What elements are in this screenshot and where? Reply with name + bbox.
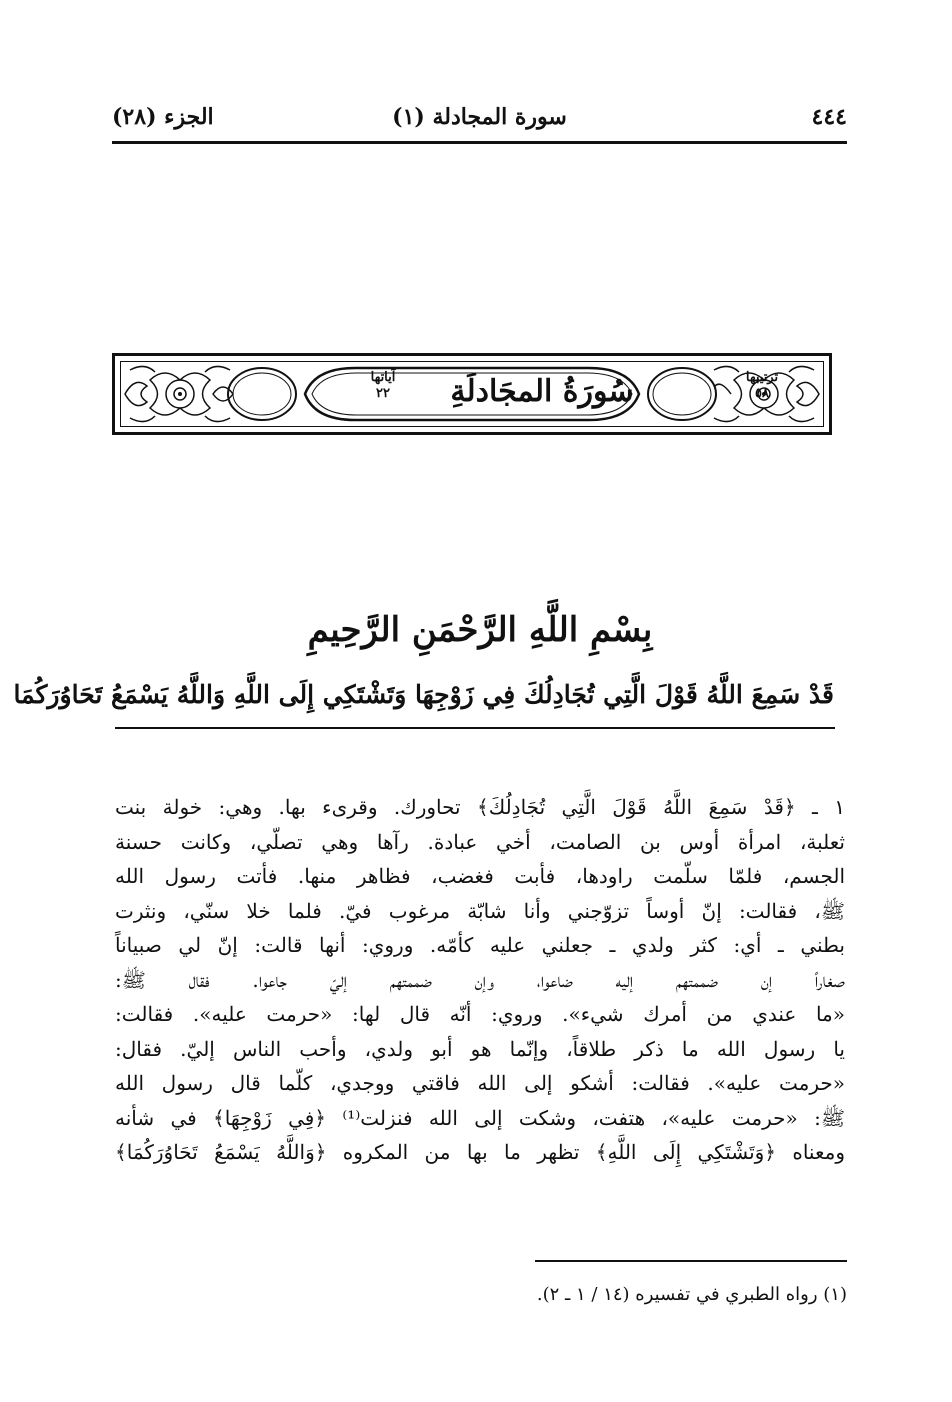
verses-label: آياتها bbox=[370, 370, 396, 385]
medallion-left bbox=[228, 368, 296, 420]
surah-banner bbox=[112, 353, 832, 435]
order-label: ترتيبها bbox=[745, 370, 779, 385]
verse-rule bbox=[115, 727, 835, 729]
commentary-line: صغاراً إن ضممتهم إليه ضاعوا، وإن ضممتهم إليّ جاعوا. فقال ﷺ: bbox=[115, 967, 845, 992]
page-number: ٤٤٤ bbox=[811, 104, 847, 130]
order-number: ٥٨ bbox=[755, 386, 769, 401]
commentary-line: ﷺ: «حرمت عليه»، هتفت، وشكت إلى الله فنزلت⁽¹⁾ ﴿فِي زَوْجِهَا﴾ في شأنه bbox=[115, 1105, 846, 1130]
header-rule bbox=[112, 141, 847, 144]
footnote-rule bbox=[535, 1260, 847, 1262]
commentary-line: الجسم، فلمّا سلّمت راودها، فأبت فغضب، فظاهر منها. فأتت رسول الله bbox=[115, 864, 845, 888]
commentary-line: ثعلبة، امرأة أوس بن الصامت، أخي عبادة. رآها وهي تصلّي، وكانت حسنة bbox=[115, 829, 845, 854]
commentary-line: «حرمت عليه». فقالت: أشكو إلى الله فاقتي ووجدي، كلّما قال رسول الله bbox=[115, 1071, 845, 1095]
commentary-line: «ما عندي من أمرك شيء». وروي: أنّه قال لها: «حرمت عليه». فقالت: bbox=[115, 1002, 845, 1026]
commentary-line: ومعناه ﴿وَتَشْتَكِي إِلَى اللَّهِ﴾ تظهر ما بها من المكروه ﴿وَاللَّهُ يَسْمَعُ تَحَاوُرَكُمَا﴾ bbox=[115, 1140, 845, 1164]
order-medallion bbox=[727, 370, 797, 402]
commentary-line: ١ ـ ﴿قَدْ سَمِعَ اللَّهُ قَوْلَ الَّتِي تُجَادِلُكَ﴾ تحاورك. وقرىء بها. وهي: خولة بنت bbox=[115, 795, 845, 819]
verses-medallion bbox=[348, 370, 418, 402]
running-header bbox=[112, 96, 847, 140]
commentary-line: يا رسول الله ما ذكر طلاقاً، وإنّما هو أبو ولدي، وأحب الناس إليّ. فقال: bbox=[115, 1036, 845, 1061]
quran-verse: قَدْ سَمِعَ اللَّهُ قَوْلَ الَّتِي تُجَادِلُكَ فِي زَوْجِهَا وَتَشْتَكِي إِلَى اللَّهِ وَاللَّهُ يَسْمَعُ تَحَاوُرَكُمَا bbox=[13, 680, 834, 709]
footnote: (١) رواه الطبري في تفسيره (١٤ / ١ ـ ٢). bbox=[536, 1284, 847, 1305]
commentary bbox=[115, 790, 845, 1170]
basmala: بِسْمِ اللَّهِ الرَّحْمَنِ الرَّحِيمِ bbox=[307, 610, 653, 650]
running-surah-title: سورة المجادلة (١) bbox=[392, 104, 567, 130]
commentary-line: بطني ـ أي: كثر ولدي ـ جعلني عليه كأمّه. وروي: أنها قالت: إنّ لي صبياناً bbox=[115, 933, 845, 957]
verses-number: ٢٢ bbox=[376, 386, 390, 401]
surah-name: سُورَةُ المجَادلَةِ bbox=[450, 374, 634, 409]
part-number: الجزء (٢٨) bbox=[112, 104, 214, 130]
commentary-line: ﷺ، فقالت: إنّ أوساً تزوّجني وأنا شابّة مرغوب فيّ. فلما خلا سنّي، ونثرت bbox=[115, 898, 845, 923]
